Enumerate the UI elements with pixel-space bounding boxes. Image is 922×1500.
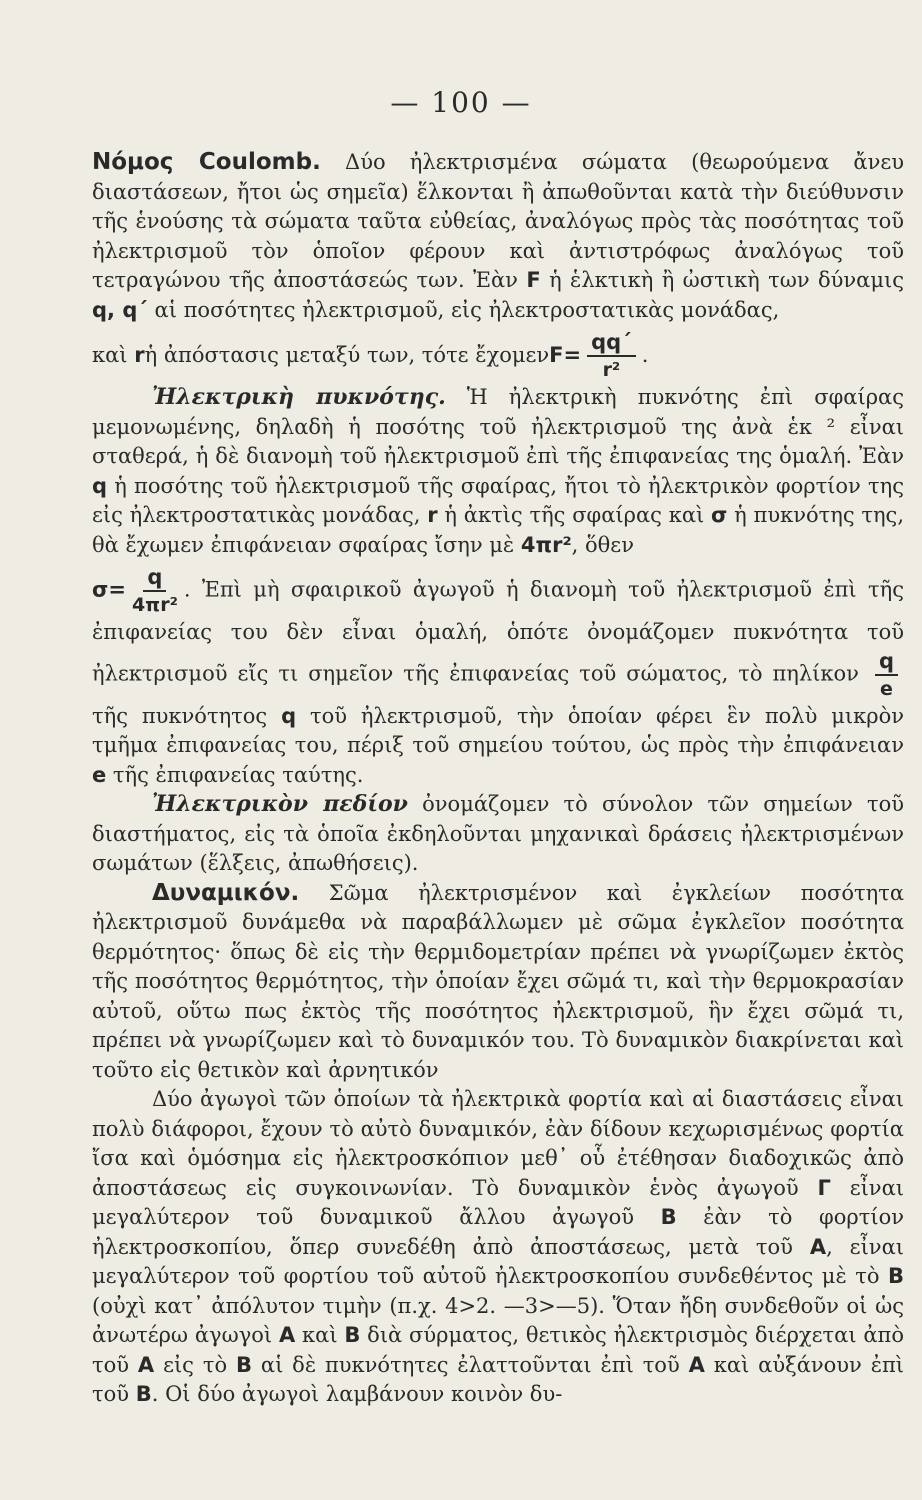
heading-coulomb: Νόμος Coulomb. bbox=[92, 149, 321, 175]
formula-lhs: F= bbox=[549, 343, 582, 368]
paragraph-coulomb: Νόμος Coulomb. Δύο ἠλεκτρισμένα σώματα (θεωρούμενα ἄνευ διαστάσεων, ἤτοι ὡς σημεῖα) ἕλκονται ἢ ἀπωθοῦνται κατὰ τὴν διεύθυνσιν τῆς ἑνούσης τὰ σώματα ταῦτα εὐθείας, ἀναλόγως πρὸς τὰς ποσότητας τοῦ ἠλεκτρισμοῦ τὸν ὁποῖον φέρουν καὶ ἀντιστρόφως ἀναλόγως τοῦ τετραγώνου τῆς ἀποστάσεώς των. Ἐὰν F ἡ ἑλκτικὴ ἢ ὠστικὴ των δύναμις q, q´ αἱ ποσότητες ἠλεκτρισμοῦ, εἰς ἠλεκτροστατικὰς μονάδας, bbox=[92, 149, 904, 322]
coulomb-formula-line: καὶ r ἡ ἀπόστασις μεταξύ των, τότε ἔχομεν F= $\frac{qq´}{\text{r²}}$ . bbox=[92, 330, 649, 381]
paragraph-conductors: Δύο ἀγωγοὶ τῶν ὁποίων τὰ ἠλεκτρικὰ φορτία καὶ αἱ διαστάσεις εἶναι πολὺ διάφοροι, ἔχουν τὸ αὐτὸ δυναμικόν, ἐὰν δίδουν κεχωρισμένως φορτία ἴσα καὶ ὁμόσημα εἰς ἠλεκτροσκόπιον μεθ᾽ οὗ ἐτέθησαν διαδοχικῶς ἀπὸ ἀποστάσεως εἰς συγκοινωνίαν. Τὸ δυναμικὸν ἑνὸς ἀγωγοῦ Γ εἶναι μεγαλύτερον τοῦ δυναμικοῦ ἄλλου ἀγωγοῦ Β ἐὰν τὸ φορτίον ἠλεκτροσκοπίου, ὅπερ συνεδέθη ἀπὸ ἀποστάσεως, μετὰ τοῦ Α, εἶναι μεγαλύτερον τοῦ φορτίου τοῦ αὐτοῦ ἠλεκτροσκοπίου συνδεθέντος μὲ τὸ Β (οὐχὶ κατ᾽ ἀπόλυτον τιμὴν (π.χ. 4>2. —3>—5). Ὅταν ἤδη συνδεθοῦν οἱ ὡς ἀνωτέρω ἀγωγοὶ Α καὶ Β διὰ σύρματος, θετικὸς ἠλεκτρισμὸς διέρχεται ἀπὸ τοῦ Α εἰς τὸ Β αἱ δὲ πυκνότητες ἐλαττοῦνται ἐπὶ τοῦ Α καὶ αὐξάνουν ἐπὶ τοῦ Β. Οἱ δύο ἀγωγοὶ λαμβάνουν κοινὸν δυ- bbox=[92, 1087, 905, 1406]
body-text bbox=[92, 148, 904, 1410]
heading-potential: Δυναμικόν. bbox=[152, 879, 300, 906]
paragraph-density: Ἠλεκτρικὴ πυκνότης. Ἡ ἠλεκτρικὴ πυκνότης ἐπὶ σφαίρας μεμονωμένης, δηλαδὴ ἡ ποσότης τοῦ ἠλεκτρισμοῦ της ἀνὰ ἑκ ² εἶναι σταθερά, ἡ δὲ διανομὴ τοῦ ἠλεκτρισμοῦ ἐπὶ τῆς ἐπιφανείας της ὁμαλή. Ἐὰν q ἡ ποσότης τοῦ ἠλεκτρισμοῦ τῆς σφαίρας, ἤτοι τὸ ἠλεκτρικὸν φορτίον της εἰς ἠλεκτροστατικὰς μονάδας, r ἡ ἀκτὶς τῆς σφαίρας καὶ σ ἡ πυκνότης της, θὰ ἔχωμεν ἐπιφάνειαν σφαίρας ἴσην μὲ 4πr², ὅθεν bbox=[92, 384, 904, 557]
page-number: — 100 — bbox=[390, 86, 532, 119]
heading-density: Ἠλεκτρικὴ πυκνότης. bbox=[152, 384, 446, 410]
coulomb-fraction: $\frac{qq´}{\text{r²}}$ bbox=[587, 329, 636, 383]
paragraph-potential: Δυναμικόν. Σῶμα ἠλεκτρισμένον καὶ ἐγκλείων ποσότητα ἠλεκτρισμοῦ δυνάμεθα νὰ παραβάλλωμεν μὲ σῶμα ἐγκλεῖον ποσότητα θερμότητος· ὅπως δὲ εἰς τὴν θερμιδομετρίαν πρέπει νὰ γνωρίζωμεν ἐκτὸς τῆς ποσότητος θερμότητος, τὴν ὁποίαν ἔχει σῶμά τι, καὶ τὴν θερμοκρασίαν αὐτοῦ, οὕτω πως ἐκτὸς τῆς ποσότητος ἠλεκτρισμοῦ, ἣν ἔχει σῶμά τι, πρέπει νὰ γνωρίζωμεν καὶ τὸ δυναμικόν του. Τὸ δυναμικὸν διακρίνεται καὶ τοῦτο εἰς θετικὸν καὶ ἀρνητικόν bbox=[92, 879, 904, 1082]
paragraph-field: Ἠλεκτρικὸν πεδίον ὀνομάζομεν τὸ σύνολον τῶν σημείων τοῦ διαστήματος, εἰς τὰ ὁποῖα ἐκδηλοῦνται μηχανικαὶ δράσεις ἠλεκτρισμένων σωμάτων (ἕλξεις, ἀπωθήσεις). bbox=[92, 791, 904, 875]
sigma-fraction: $\frac{q}{\text{4πr²}}$ bbox=[131, 565, 178, 616]
ratio-fraction: $\frac{q}{e}$ bbox=[875, 648, 898, 702]
heading-field: Ἠλεκτρικὸν πεδίον bbox=[152, 791, 408, 817]
sigma-formula-paragraph: σ= $\frac{q}{\text{4πr²}}$ . Ἐπὶ μὴ σφαιρικοῦ ἀγωγοῦ ἡ διανομὴ τοῦ ἠλεκτρισμοῦ ἐπὶ τῆς ἐπιφανείας του δὲν εἶναι ὁμαλή, ὁπότε ὀνομάζομεν πυκνότητα τοῦ ἠλεκτρισμοῦ εἴς τι σημεῖον τῆς ἐπιφανείας τοῦ σώματος, τὸ πηλίκον $\frac{q}{e}$ τῆς πυκνότητος q τοῦ ἠλεκτρισμοῦ, τὴν ὁποίαν φέρει ἓν πολὺ μικρὸν τμῆμα ἐπιφανείας του, πέριξ τοῦ σημείου τούτου, ὡς πρὸς τὴν ἐπιφάνειαν e τῆς ἐπιφανείας ταύτης. bbox=[92, 565, 904, 787]
